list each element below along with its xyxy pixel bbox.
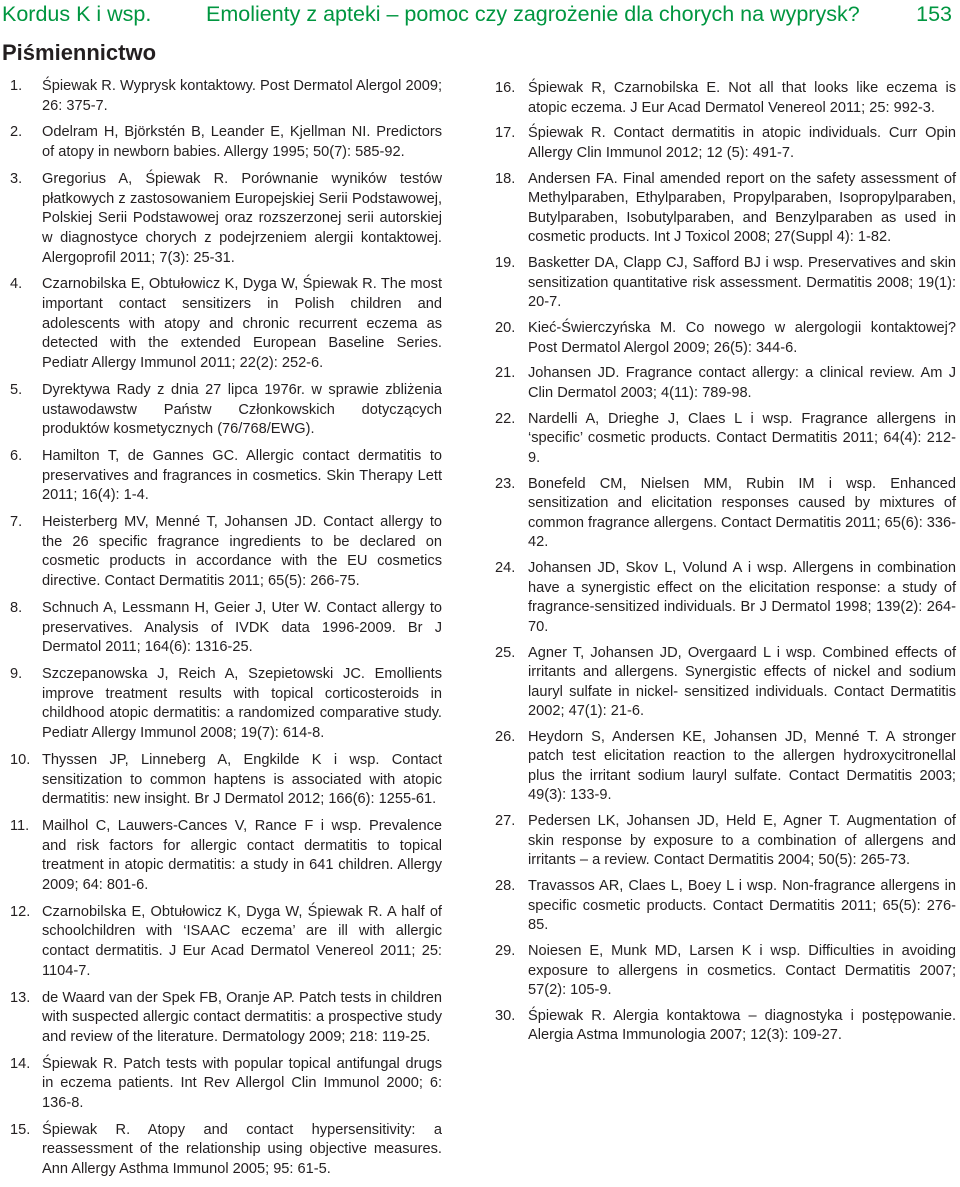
reference-text: Andersen FA. Final amended report on the safety assessment of Methylparaben, Ethylparaben, Propylparaben, Isopropylparaben, Butylparaben, Isobutylparaben, and Benzylparaben as used in cosmetic products. Int J Toxicol 2008; 27(Suppl 4): 1-82. [528, 170, 956, 246]
reference-number: 23. [495, 475, 516, 492]
reference-item [4, 513, 442, 592]
reference-item [4, 1055, 442, 1114]
reference-item [4, 903, 442, 982]
reference-item [493, 1007, 956, 1046]
reference-item [493, 942, 956, 1001]
reference-item [4, 275, 442, 374]
reference-item [493, 79, 956, 118]
reference-text: Hamilton T, de Gannes GC. Allergic contact dermatitis to preservatives and fragrances in cosmetics. Skin Therapy Lett 2011; 16(4): 1-4. [42, 447, 442, 504]
references-right-column [493, 79, 956, 1052]
reference-text: Kieć-Świerczyńska M. Co nowego w alergologii kontaktowej? Post Dermatol Alergol 2009; 26(5): 344-6. [528, 320, 956, 356]
reference-text: de Waard van der Spek FB, Oranje AP. Patch tests in children with suspected allergic contact dermatitis: a prospective study and review of the literature. Dermatology 2009; 218: 119-25. [42, 989, 442, 1045]
reference-item [4, 989, 442, 1048]
reference-number: 30. [495, 1007, 516, 1024]
reference-text: Śpiewak R. Wyprysk kontaktowy. Post Dermatol Alergol 2009; 26: 375-7. [42, 78, 442, 114]
reference-item [4, 381, 442, 440]
reference-number: 18. [495, 170, 516, 187]
reference-text: Nardelli A, Drieghe J, Claes L i wsp. Fragrance allergens in ‘specific’ cosmetic products. Contact Dermatitis 2011; 64(4): 212-9. [528, 410, 956, 466]
reference-text: Śpiewak R. Alergia kontaktowa – diagnostyka i postępowanie. Alergia Astma Immunologia 2007; 12(3): 109-27. [528, 1007, 956, 1044]
reference-number: 17. [495, 125, 516, 142]
reference-text: Dyrektywa Rady z dnia 27 lipca 1976r. w sprawie zbliżenia ustawodawstw Państw Członkowskich dotyczących produktów kosmetycznych (76/768/EWG). [42, 381, 442, 438]
reference-text: Odelram H, Björkstén B, Leander E, Kjellman NI. Predictors of atopy in newborn babies. Allergy 1995; 50(7): 585-92. [42, 124, 442, 161]
reference-item [4, 1121, 442, 1180]
reference-item [4, 77, 442, 116]
reference-text: Heisterberg MV, Menné T, Johansen JD. Contact allergy to the 26 specific fragrance ingredients to be declared on cosmetic products in accordance with the EU cosmetics directive. Contact Dermatitis 2011; 65(5): 266-75. [42, 514, 442, 590]
section-title: Piśmiennictwo [2, 40, 157, 65]
reference-text: Johansen JD, Skov L, Volund A i wsp. Allergens in combination have a synergistic effect on the elicitation response: a study of fragrance-sensitized individuals. Br J Dermatol 1998; 139(2): 264-70. [528, 560, 956, 635]
reference-number: 3. [10, 170, 23, 187]
reference-item [493, 877, 956, 936]
reference-text: Pedersen LK, Johansen JD, Held E, Agner T. Augmentation of skin response by exposure to a combination of allergens and irritants – a review. Contact Dermatitis 2004; 50(5): 265-73. [528, 813, 956, 869]
reference-item [4, 817, 442, 896]
reference-item [4, 447, 442, 506]
reference-text: Czarnobilska E, Obtułowicz K, Dyga W, Śpiewak R. A half of schoolchildren with ‘ISAAC eczema’ are ill with allergic contact dermatitis. J Eur Acad Dermatol Venereol 2011; 25: 1104-7. [42, 903, 442, 979]
reference-item [4, 123, 442, 162]
reference-text: Johansen JD. Fragrance contact allergy: a clinical review. Am J Clin Dermatol 2003; 4(11): 789-98. [528, 365, 956, 401]
reference-number: 12. [10, 903, 31, 920]
reference-item [493, 170, 956, 248]
reference-number: 16. [495, 80, 516, 96]
reference-number: 10. [10, 751, 31, 768]
reference-number: 5. [10, 381, 23, 398]
reference-text: Bonefeld CM, Nielsen MM, Rubin IM i wsp. Enhanced sensitization and elicitation responses caused by mixtures of common fragrance allergens. Contact Dermatitis 2011; 65(6): 336-42. [528, 475, 957, 551]
reference-text: Heydorn S, Andersen KE, Johansen JD, Menné T. A stronger patch test elicitation reaction to the allergen hydroxycitronellal plus the irritant sodium lauryl sulfate. Contact Dermatitis 2003; 49(3): 133-9. [528, 728, 956, 804]
reference-text: Basketter DA, Clapp CJ, Safford BJ i wsp. Preservatives and skin sensitization quantitative risk assessment. Dermatitis 2008; 19(1): 20-7. [528, 255, 956, 311]
reference-text: Gregorius A, Śpiewak R. Porównanie wyników testów płatkowych z zastosowaniem Europejskiej Serii Podstawowej, Polskiej Serii Podstawowej oraz rozszerzonej serii autorskiej w diagnostyce chorych z podejrzeniem alergii kontaktowej. Alergoprofil 2011; 7(3): 25-31. [42, 170, 442, 266]
reference-number: 19. [495, 255, 516, 272]
reference-text: Schnuch A, Lessmann H, Geier J, Uter W. Contact allergy to preservatives. Analysis of IVDK data 1996-2009. Br J Dermatol 2011; 164(6): 1316-25. [42, 599, 442, 656]
reference-number: 26. [495, 728, 516, 745]
reference-text: Agner T, Johansen JD, Overgaard L i wsp. Combined effects of irritants and allergens. Synergistic effects of nickel and sodium lauryl sulfate in nickel- sensitized individuals. Contact Dermatitis 2002; 47(1): 21-6. [528, 644, 956, 720]
reference-item [493, 728, 956, 806]
reference-item [4, 751, 442, 810]
reference-number: 1. [10, 78, 23, 94]
reference-item [493, 319, 956, 358]
reference-text: Śpiewak R. Patch tests with popular topical antifungal drugs in eczema patients. Int Rev Allergol Clin Immunol 2000; 6: 136-8. [42, 1055, 442, 1112]
reference-text: Śpiewak R. Contact dermatitis in atopic individuals. Curr Opin Allergy Clin Immunol 2012; 12 (5): 491-7. [528, 125, 956, 161]
reference-item [493, 254, 956, 313]
reference-number: 6. [10, 447, 23, 464]
page-number: 153 [916, 2, 952, 26]
reference-number: 9. [10, 665, 23, 682]
page-header [0, 0, 960, 34]
reference-item [493, 475, 956, 553]
reference-text: Travassos AR, Claes L, Boey L i wsp. Non-fragrance allergens in specific cosmetic products. Contact Dermatitis 2011; 65(5): 276-85. [528, 878, 956, 934]
reference-item [493, 812, 956, 871]
reference-number: 29. [495, 943, 516, 960]
reference-number: 21. [495, 365, 516, 382]
reference-number: 7. [10, 514, 23, 531]
reference-number: 14. [10, 1055, 31, 1072]
reference-number: 11. [10, 817, 30, 834]
reference-text: Thyssen JP, Linneberg A, Engkilde K i wsp. Contact sensitization to common haptens is associated with atopic dermatitis: new insight. Br J Dermatol 2012; 166(6): 1255-61. [42, 751, 442, 808]
reference-number: 15. [10, 1121, 31, 1138]
reference-number: 25. [495, 644, 516, 661]
references-left-column [4, 77, 442, 1187]
reference-item [493, 364, 956, 403]
running-head-title: Emolienty z apteki – pomoc czy zagrożenie dla chorych na wyprysk? [206, 2, 860, 26]
reference-number: 20. [495, 320, 516, 337]
reference-number: 13. [10, 989, 31, 1006]
reference-text: Szczepanowska J, Reich A, Szepietowski JC. Emollients improve treatment results with topical corticosteroids in childhood atopic dermatitis: a randomized comparative study. Pediatr Allergy Immunol 2008; 19(7): 614-8. [42, 665, 442, 742]
reference-number: 2. [10, 124, 23, 141]
reference-number: 27. [495, 813, 516, 830]
reference-number: 8. [10, 599, 23, 616]
reference-number: 28. [495, 878, 516, 895]
reference-item [4, 170, 442, 269]
reference-item [4, 599, 442, 658]
reference-number: 22. [495, 410, 516, 427]
reference-text: Czarnobilska E, Obtułowicz K, Dyga W, Śpiewak R. The most important contact sensitizers in Polish children and adolescents with atopy and chronic recurrent eczema as detected with the extended European Baseline Series. Pediatr Allergy Immunol 2011; 22(2): 252-6. [42, 276, 442, 372]
running-head-authors: Kordus K i wsp. [2, 2, 152, 26]
reference-text: Noiesen E, Munk MD, Larsen K i wsp. Difficulties in avoiding exposure to allergens in cosmetics. Contact Dermatitis 2007; 57(2): 105-9. [528, 943, 956, 999]
reference-item [4, 665, 442, 744]
reference-number: 24. [495, 560, 516, 577]
reference-item [493, 124, 956, 163]
reference-number: 4. [10, 276, 23, 293]
reference-item [493, 644, 956, 722]
reference-item [493, 559, 956, 637]
reference-text: Śpiewak R, Czarnobilska E. Not all that looks like eczema is atopic eczema. J Eur Acad Dermatol Venereol 2011; 25: 992-3. [528, 80, 956, 116]
reference-text: Mailhol C, Lauwers-Cances V, Rance F i wsp. Prevalence and risk factors for allergic contact dermatitis to topical treatment in atopic dermatitis: a study in 641 children. Allergy 2009; 64: 801-6. [42, 817, 442, 894]
reference-text: Śpiewak R. Atopy and contact hypersensitivity: a reassessment of the relationship using objective measures. Ann Allergy Asthma Immunol 2005; 95: 61-5. [42, 1121, 442, 1178]
reference-item [493, 410, 956, 469]
